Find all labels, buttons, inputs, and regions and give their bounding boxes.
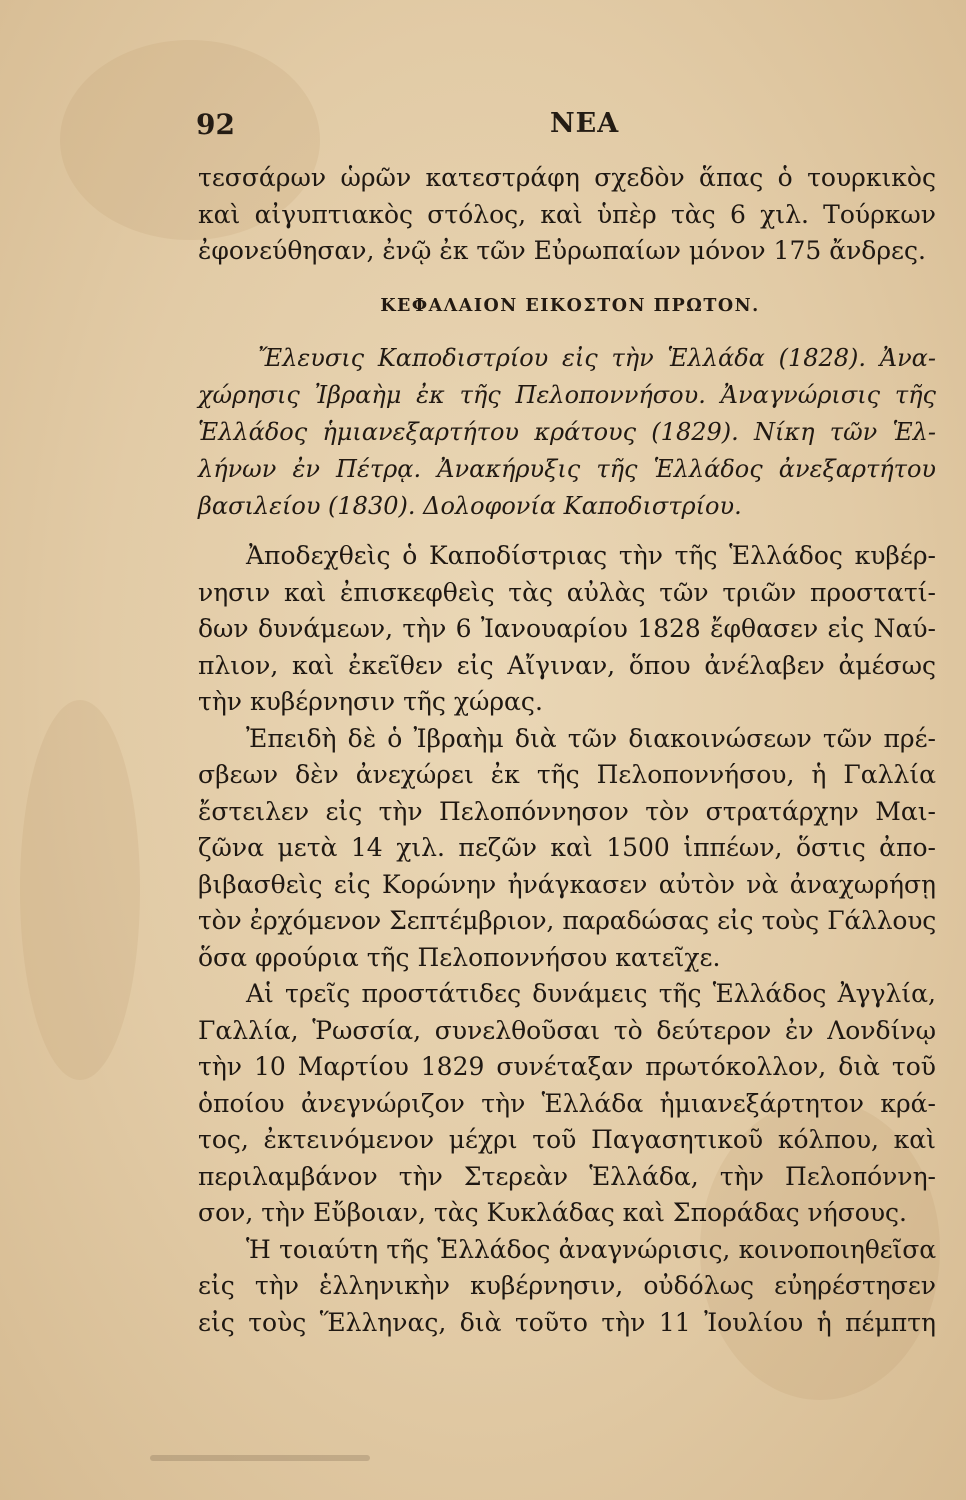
text-line: τεσσάρων ὡρῶν κατεστράφη σχεδὸν ἅπας ὁ τουρκικὸς [198, 163, 936, 192]
text-line: νησιν καὶ ἐπισκεφθεὶς τὰς αὐλὰς τῶν τριῶν προστατί- [198, 577, 936, 607]
text-line: τὴν κυβέρνησιν τῆς χώρας. [198, 687, 543, 716]
paper-stain [20, 700, 140, 1080]
text-line: εἰς τοὺς Ἕλληνας, διὰ τοῦτο τὴν 11 Ἰουλίου ἡ πέμπτη [198, 1307, 936, 1337]
summary-line: λήνων ἐν Πέτρᾳ. Ἀνακήρυξις τῆς Ἑλλάδος ἀνεξαρτήτου [198, 455, 936, 483]
text-line: περιλαμβάνον τὴν Στερεὰν Ἑλλάδα, τὴν Πελοπόννη- [198, 1161, 936, 1191]
chapter-title: ΚΕΦΑΛΑΙΟΝ ΕΙΚΟΣΤΟΝ ΠΡΩΤΟΝ. [380, 296, 760, 316]
running-head: ΝΕΑ [550, 108, 620, 139]
text-line: Ἀποδεχθεὶς ὁ Καποδίστριας τὴν τῆς Ἑλλάδος κυβέρ- [246, 541, 936, 570]
paragraph [198, 721, 936, 977]
paragraph [198, 1232, 936, 1342]
text-line: σβεων δὲν ἀνεχώρει ἐκ τῆς Πελοποννήσου, ἡ Γαλλία [198, 760, 936, 789]
intro-text [198, 160, 936, 270]
text-line: ὅσα φρούρια τῆς Πελοποννήσου κατεῖχε. [198, 942, 721, 972]
page-number: 92 [196, 108, 235, 141]
page-header [196, 108, 936, 148]
body-text [198, 538, 936, 1341]
summary-line: Ἔλευσις Καποδιστρίου εἰς τὴν Ἑλλάδα (1828). Ἀνα- [258, 344, 936, 372]
text-line: δων δυνάμεων, τὴν 6 Ἰανουαρίου 1828 ἔφθασεν εἰς Ναύ- [198, 614, 936, 643]
text-line: τος, ἐκτεινόμενον μέχρι τοῦ Παγασητικοῦ κόλπου, καὶ [198, 1125, 936, 1154]
text-line: τὴν 10 Μαρτίου 1829 συνέταξαν πρωτόκολλον, διὰ τοῦ [198, 1052, 936, 1081]
summary-line: βασιλείου (1830). Δολοφονία Καποδιστρίου. [198, 492, 742, 520]
text-line: Ἐπειδὴ δὲ ὁ Ἰβραὴμ διὰ τῶν διακοινώσεων τῶν πρέ- [246, 723, 936, 753]
text-line: Αἱ τρεῖς προστάτιδες δυνάμεις τῆς Ἑλλάδος Ἀγγλία, [246, 979, 936, 1008]
summary-line: χώρησις Ἰβραὴμ ἐκ τῆς Πελοποννήσου. Ἀναγνώρισις τῆς [198, 381, 936, 409]
ink-smudge [150, 1455, 370, 1461]
text-line: ὁποίου ἀνεγνώριζον τὴν Ἑλλάδα ἡμιανεξάρτητον κρά- [198, 1088, 936, 1118]
summary-line: Ἑλλάδος ἡμιανεξαρτήτου κράτους (1829). Νίκη τῶν Ἑλ- [198, 418, 936, 446]
text-line: πλιον, καὶ ἐκεῖθεν εἰς Αἴγιναν, ὅπου ἀνέλαβεν ἀμέσως [198, 650, 936, 680]
paragraph [198, 976, 936, 1232]
text-line: εἰς τὴν ἑλληνικὴν κυβέρνησιν, οὐδόλως εὐηρέστησεν [198, 1271, 936, 1300]
text-line: καὶ αἰγυπτιακὸς στόλος, καὶ ὑπὲρ τὰς 6 χιλ. Τούρκων [198, 199, 936, 229]
paragraph [198, 538, 936, 721]
text-line: Γαλλία, Ῥωσσία, συνελθοῦσαι τὸ δεύτερον ἐν Λονδίνῳ [198, 1015, 936, 1045]
text-line: βιβασθεὶς εἰς Κορώνην ἠνάγκασεν αὐτὸν νὰ ἀναχωρήσῃ [198, 869, 936, 899]
text-line: ἐφονεύθησαν, ἐνῷ ἐκ τῶν Εὐρωπαίων μόνον 175 ἄνδρες. [198, 236, 926, 265]
text-line: ἔστειλεν εἰς τὴν Πελοπόννησον τὸν στρατάρχην Μαι- [198, 796, 936, 826]
chapter-summary [198, 340, 936, 525]
text-line: ζῶνα μετὰ 14 χιλ. πεζῶν καὶ 1500 ἱππέων, ὅστις ἀπο- [198, 833, 936, 862]
text-line: σον, τὴν Εὔβοιαν, τὰς Κυκλάδας καὶ Σποράδας νήσους. [198, 1198, 907, 1227]
text-line: τὸν ἐρχόμενον Σεπτέμβριον, παραδώσας εἰς τοὺς Γάλλους [198, 906, 936, 935]
text-line: Ἡ τοιαύτη τῆς Ἑλλάδος ἀναγνώρισις, κοινοποιηθεῖσα [246, 1234, 936, 1264]
